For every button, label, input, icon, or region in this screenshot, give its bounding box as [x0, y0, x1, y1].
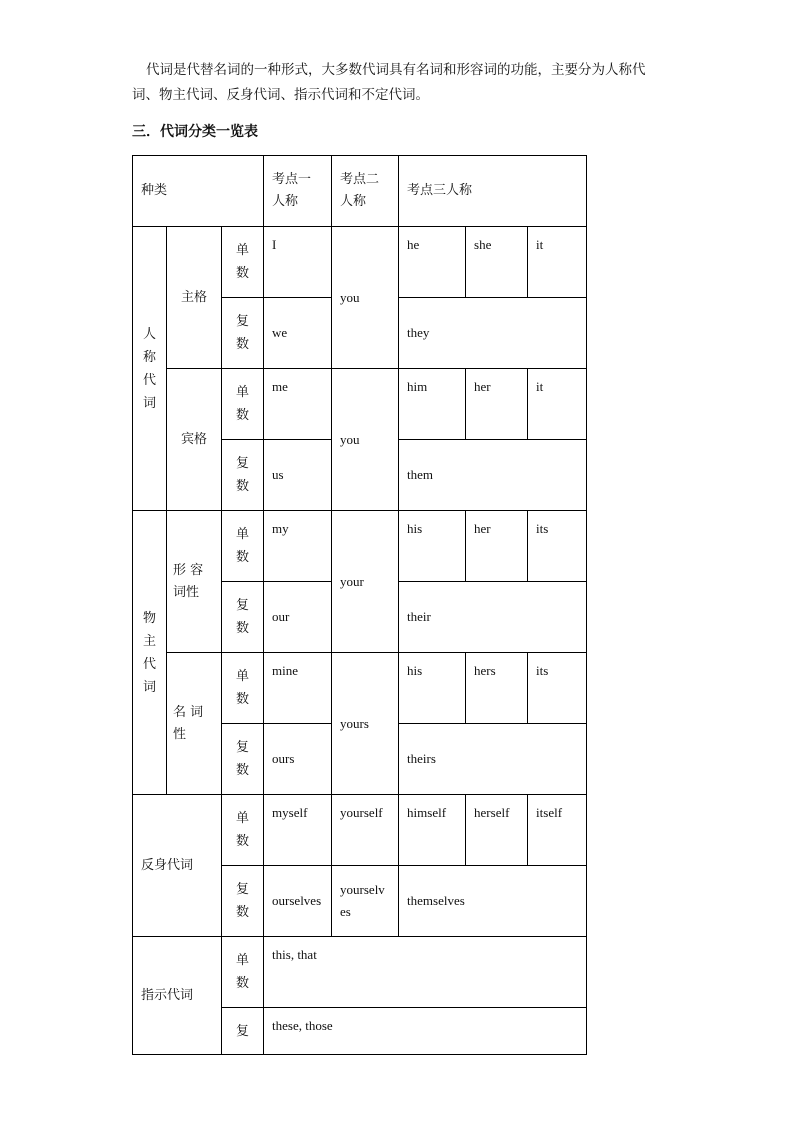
cell-mine: mine	[264, 653, 332, 724]
table-row	[133, 369, 587, 440]
cell-its-adj: its	[528, 511, 587, 582]
cell-she: she	[466, 227, 528, 298]
reflexive-pronoun-label: 反身代词	[133, 795, 222, 937]
cell-himself: himself	[399, 795, 466, 866]
table-row	[133, 511, 587, 582]
adjectival-label: 形 容词性	[167, 511, 222, 653]
cell-ourselves: ourselves	[264, 866, 332, 937]
cell-i: I	[264, 227, 332, 298]
cell-them: them	[399, 440, 587, 511]
pronoun-table	[132, 155, 587, 1055]
header-third-person: 考点三人称	[399, 156, 587, 227]
singular-label: 单数	[222, 227, 264, 298]
plural-label: 复	[222, 1008, 264, 1055]
table-row	[133, 937, 587, 1008]
table-row	[133, 653, 587, 724]
plural-label: 复数	[222, 582, 264, 653]
section-title: 三．代词分类一览表	[132, 124, 258, 140]
plural-label: 复数	[222, 298, 264, 369]
cell-yours: yours	[332, 653, 399, 795]
header-kind: 种类	[133, 156, 264, 227]
singular-label: 单数	[222, 511, 264, 582]
cell-they: they	[399, 298, 587, 369]
cell-me: me	[264, 369, 332, 440]
plural-label: 复数	[222, 724, 264, 795]
nominal-label: 名 词性	[167, 653, 222, 795]
cell-it-subject: it	[528, 227, 587, 298]
cell-these-those: these, those	[264, 1008, 587, 1055]
cell-him: him	[399, 369, 466, 440]
cell-myself: myself	[264, 795, 332, 866]
cell-this-that: this, that	[264, 937, 587, 1008]
cell-her-adj: her	[466, 511, 528, 582]
plural-label: 复数	[222, 440, 264, 511]
cell-herself: herself	[466, 795, 528, 866]
header-second-person: 考点二人称	[332, 156, 399, 227]
singular-label: 单数	[222, 795, 264, 866]
singular-label: 单数	[222, 653, 264, 724]
singular-label: 单数	[222, 937, 264, 1008]
cell-their: their	[399, 582, 587, 653]
possessive-pronoun-label: 物主代词	[133, 511, 167, 795]
cell-our: our	[264, 582, 332, 653]
cell-it-object: it	[528, 369, 587, 440]
intro-paragraph: 代词是代替名词的一种形式，大多数代词具有名词和形容词的功能，主要分为人称代词、物主代词、反身代词、指示代词和不定代词。	[132, 62, 646, 103]
object-case-label: 宾格	[167, 369, 222, 511]
cell-themselves: themselves	[399, 866, 587, 937]
header-first-person: 考点一人称	[264, 156, 332, 227]
cell-he: he	[399, 227, 466, 298]
table-row	[133, 227, 587, 298]
subject-case-label: 主格	[167, 227, 222, 369]
table-row	[133, 795, 587, 866]
cell-itself: itself	[528, 795, 587, 866]
cell-her-object: her	[466, 369, 528, 440]
header-row	[133, 156, 587, 227]
cell-its-nom: its	[528, 653, 587, 724]
cell-theirs: theirs	[399, 724, 587, 795]
cell-his-nom: his	[399, 653, 466, 724]
cell-us: us	[264, 440, 332, 511]
cell-yourselves: yourselves	[332, 866, 399, 937]
plural-label: 复数	[222, 866, 264, 937]
cell-my: my	[264, 511, 332, 582]
cell-hers: hers	[466, 653, 528, 724]
cell-you-object: you	[332, 369, 399, 511]
cell-yourself: yourself	[332, 795, 399, 866]
cell-you-subject: you	[332, 227, 399, 369]
demonstrative-pronoun-label: 指示代词	[133, 937, 222, 1055]
personal-pronoun-label: 人称代词	[133, 227, 167, 511]
cell-his-adj: his	[399, 511, 466, 582]
cell-we: we	[264, 298, 332, 369]
cell-your: your	[332, 511, 399, 653]
singular-label: 单数	[222, 369, 264, 440]
cell-ours: ours	[264, 724, 332, 795]
